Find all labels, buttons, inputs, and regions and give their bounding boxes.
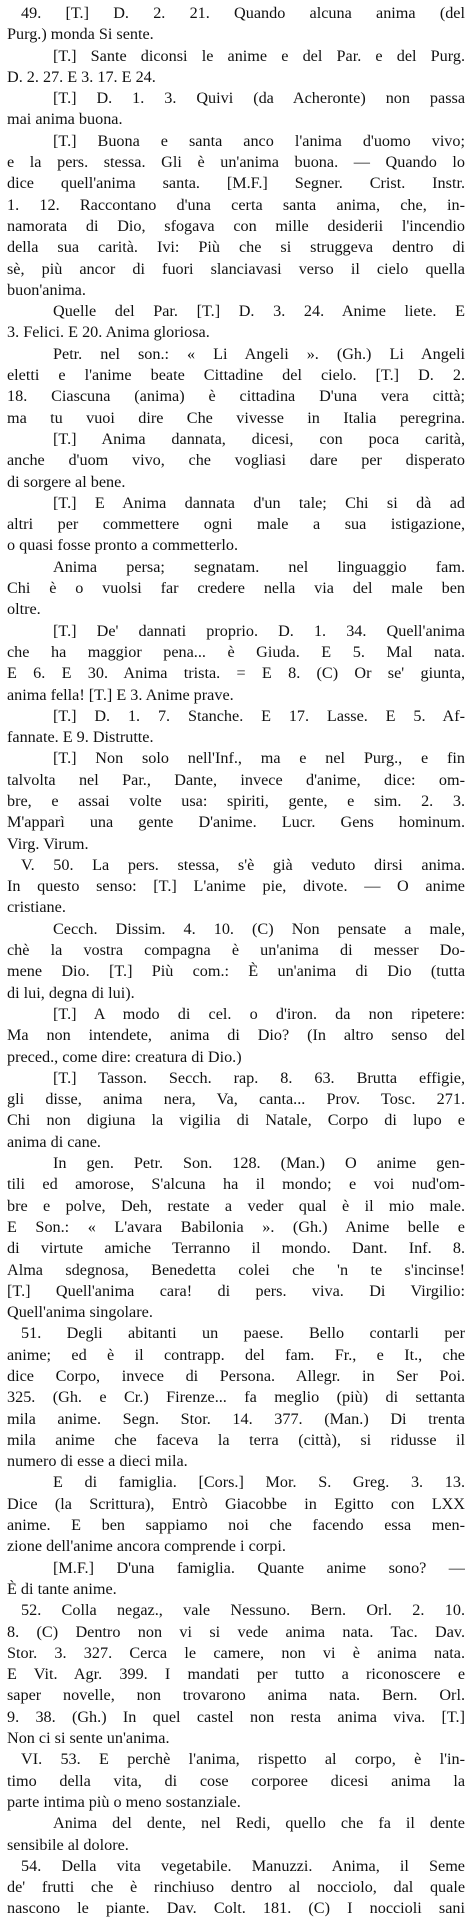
text-line: Anima persa; segnatam. nel linguaggio fam. bbox=[53, 557, 465, 576]
text-line: gli disse, anima nera, Va, canta... Prov. Tosc. 271. bbox=[7, 1090, 465, 1109]
text-line: In gen. Petr. Son. 128. (Man.) O anime gen- bbox=[53, 1154, 465, 1173]
text-line: o quasi fosse pronto a commetterlo. bbox=[7, 536, 239, 555]
text-line: sè, più ancor di fuori slanciavasi verso il cielo quella bbox=[7, 259, 465, 278]
text-line: [T.] Quell'anima cara! di pers. viva. Di Virgilio: bbox=[7, 1281, 465, 1300]
text-line: M'apparì una gente D'anime. Lucr. Gens hominum. bbox=[7, 813, 465, 832]
text-line: Non ci si sente un'anima. bbox=[7, 1729, 170, 1748]
text-line: [T.] D. 1. 3. Quivi (da Acheronte) non passa bbox=[53, 89, 465, 108]
text-line: che ha maggior pena... è Giuda. E 5. Mal nata. bbox=[7, 642, 465, 661]
text-line: anime; ed è il contrapp. del fam. Fr., e It., che bbox=[7, 1345, 465, 1364]
text-line: In questo senso: [T.] L'anime pie, divote. — O anime bbox=[7, 877, 465, 896]
text-line: Quelle del Par. [T.] D. 3. 24. Anime liete. E bbox=[53, 302, 465, 321]
text-line: 49. [T.] D. 2. 21. Quando alcuna anima (del bbox=[21, 4, 465, 22]
text-line: zione dell'anime ancora comprende i corpi. bbox=[7, 1537, 286, 1556]
text-line: Petr. nel son.: « Li Angeli ». (Gh.) Li Angeli bbox=[53, 344, 465, 363]
text-line: di sorgere al bene. bbox=[7, 472, 126, 491]
text-line: mai anima buona. bbox=[7, 110, 123, 129]
text-line: anche d'uom vivo, che vogliasi dare per disperato bbox=[7, 451, 465, 470]
text-line: de' frutti che è rinchiuso dentro al nocciolo, dal quale bbox=[7, 1878, 465, 1897]
text-line: VI. 53. E perchè l'anima, rispetto al corpo, è l'in- bbox=[21, 1750, 465, 1769]
text-line: talvolta nel Par., Dante, invece d'anime, dice: om- bbox=[7, 770, 465, 789]
text-line: dice quell'anima santa. [M.F.] Segner. Crist. Instr. bbox=[7, 174, 465, 193]
text-line: 1. 12. Raccontano d'una certa santa anima, che, in- bbox=[7, 195, 465, 214]
text-line: nascono le piante. Dav. Colt. 181. (C) I noccioli sani bbox=[7, 1899, 465, 1918]
text-line: anime. E ben sappiamo noi che facendo essa men- bbox=[7, 1516, 465, 1535]
text-line: [M.F.] D'una famiglia. Quante anime sono? — bbox=[53, 1558, 465, 1577]
text-line: [T.] A modo di cel. o d'iron. da non ripetere: bbox=[53, 1004, 465, 1023]
text-line: E di famiglia. [Cors.] Mor. S. Greg. 3. 13. bbox=[53, 1473, 465, 1492]
text-line: [T.] Tasson. Secch. rap. 8. 63. Brutta effigie, bbox=[53, 1068, 465, 1087]
text-line: [T.] Anima dannata, dicesi, con poca carità, bbox=[53, 429, 465, 448]
text-line: [T.] Sante diconsi le anime e del Par. e del Purg. bbox=[53, 46, 465, 65]
text-line: 3. Felici. E 20. Anima gloriosa. bbox=[7, 323, 210, 342]
text-line: di lui, degna di lui). bbox=[7, 983, 135, 1002]
text-line: anima di cane. bbox=[7, 1132, 101, 1151]
text-line: saper novelle, non trovarono anima nata. Bern. Orl. bbox=[7, 1686, 465, 1705]
text-line: Virg. Virum. bbox=[7, 834, 89, 853]
text-line: e la pers. stessa. Gli è un'anima buona. — Quando lo bbox=[7, 153, 465, 172]
text-line: altri per commettere ogni male a sua istigazione, bbox=[7, 515, 465, 534]
text-line: 54. Della vita vegetabile. Manuzzi. Anima, il Seme bbox=[21, 1856, 465, 1875]
text-line: D. 2. 27. E 3. 17. E 24. bbox=[7, 67, 156, 86]
text-line: 325. (Gh. e Cr.) Firenze... fa meglio (più) di settanta bbox=[7, 1388, 465, 1407]
text-line: preced., come dire: creatura di Dio.) bbox=[7, 1047, 242, 1066]
text-line: tili ed amorose, S'alcuna ha il mondo; e voi nud'om- bbox=[7, 1175, 465, 1194]
text-line: Ma non intendete, anima di Dio? (In altro senso del bbox=[7, 1026, 465, 1045]
text-line: mene Dio. [T.] Più com.: È un'anima di Dio (tutta bbox=[7, 962, 465, 981]
text-line: bre e polve, Deh, restate a veder qual è il mio male. bbox=[7, 1196, 465, 1215]
text-line: [T.] Buona e santa anco l'anima d'uomo vivo; bbox=[53, 131, 465, 150]
text-line: [T.] E Anima dannata d'un tale; Chi si dà ad bbox=[53, 493, 465, 512]
text-line: 51. Degli abitanti un paese. Bello contarli per bbox=[21, 1324, 465, 1343]
text-line: cristiane. bbox=[7, 898, 66, 917]
text-line: 9. 38. (Gh.) In quel castel non resta anima viva. [T.] bbox=[7, 1707, 465, 1726]
text-line: numero di esse a dieci mila. bbox=[7, 1452, 188, 1471]
text-line: chè la vostra compagna è un'anima di messer Do- bbox=[7, 941, 465, 960]
text-line: di virtute amiche Terranno il mondo. Dant. Inf. 8. bbox=[7, 1239, 465, 1258]
text-line: parte intima più o meno sostanziale. bbox=[7, 1792, 241, 1811]
text-line: Cecch. Dissim. 4. 10. (C) Non pensate a male, bbox=[53, 919, 465, 938]
text-line: 8. (C) Dentro non vi si vede anima nata. Tac. Dav. bbox=[7, 1622, 465, 1641]
text-line: Chi non digiuna la vigilia di Natale, Corpo di lupo e bbox=[7, 1111, 465, 1130]
text-line: Stor. 3. 327. Cerca le camere, non vi è anima nata. bbox=[7, 1643, 465, 1662]
text-line: timo della vita, di cose corporee dicesi anima la bbox=[7, 1771, 465, 1790]
text-line: dice Corpo, invece di Persona. Allegr. in Ser Poi. bbox=[7, 1367, 465, 1385]
text-line: È di tante anime. bbox=[7, 1579, 117, 1598]
text-line: mila anime. Segn. Stor. 14. 377. (Man.) Di trenta bbox=[7, 1409, 465, 1428]
text-line: E Son.: « L'avara Babilonia ». (Gh.) Anime belle e bbox=[7, 1217, 465, 1236]
text-line: [T.] De' dannati proprio. D. 1. 34. Quell'anima bbox=[53, 621, 465, 640]
text-line: mila anime che faceva la terra (città), si ridusse il bbox=[7, 1430, 465, 1449]
text-line: V. 50. La pers. stessa, s'è già veduto dirsi anima. bbox=[21, 855, 465, 874]
text-line: fannate. E 9. Distrutte. bbox=[7, 728, 154, 747]
text-line: [T.] Non solo nell'Inf., ma e nel Purg., e fin bbox=[53, 749, 465, 768]
text-line: Chi è o vuolsi far credere nella via del male ben bbox=[7, 579, 465, 598]
text-line: E 6. E 30. Anima trista. = E 8. (C) Or se' giunta, bbox=[7, 664, 465, 683]
text-line: Dice (la Scrittura), Entrò Giacobbe in Egitto con LXX bbox=[7, 1494, 465, 1513]
text-line: ma tu vuoi dire Che vivesse in Italia peregrina. bbox=[7, 408, 465, 427]
text-line: anima fella! [T.] E 3. Anime prave. bbox=[7, 685, 234, 704]
text-line: 18. Ciascuna (anima) è cittadina D'una vera città; bbox=[7, 387, 465, 406]
text-line: Purg.) monda Si sente. bbox=[7, 25, 154, 44]
text-line: E Vit. Agr. 399. I mandati per tutto a riconoscere e bbox=[7, 1665, 465, 1684]
text-line: Alma sdegnosa, Benedetta colei che 'n te s'incinse! bbox=[7, 1260, 465, 1279]
text-line: Quell'anima singolare. bbox=[7, 1303, 153, 1322]
text-line: bre, e assai volte usa: spiriti, gente, e sim. 2. 3. bbox=[7, 791, 465, 810]
text-line: buon'anima. bbox=[7, 280, 86, 299]
text-line: Anima del dente, nel Redi, quello che fa il dente bbox=[53, 1814, 465, 1833]
text-line: oltre. bbox=[7, 600, 41, 619]
text-line: 52. Colla negaz., vale Nessuno. Bern. Orl. 2. 10. bbox=[21, 1601, 465, 1620]
text-line: eletti e l'anime beate Cittadine del cielo. [T.] D. 2. bbox=[7, 366, 465, 385]
text-line: namorata di Dio, sfogava con mille desiderii l'incendio bbox=[7, 216, 465, 235]
text-line: [T.] D. 1. 7. Stanche. E 17. Lasse. E 5. Af- bbox=[53, 706, 465, 725]
text-line: della sua carità. Ivi: Più che si struggeva dentro di bbox=[7, 238, 465, 257]
text-line: sensibile al dolore. bbox=[7, 1835, 129, 1854]
